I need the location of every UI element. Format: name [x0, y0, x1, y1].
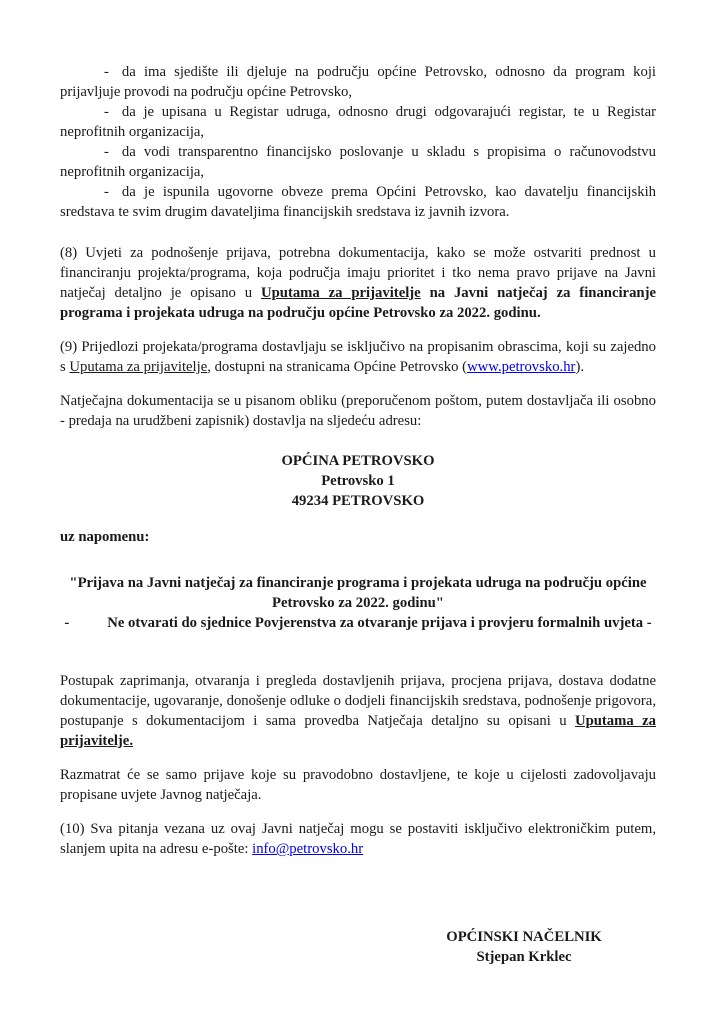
paragraph-10-lead: (10) Sva pitanja vezana uz ovaj Javni natječaj mogu se postaviti isključivo elektroničkim putem, slanjem upita na adresu e-pošte: [60, 821, 656, 857]
condition-item [60, 142, 656, 182]
paragraph-10 [60, 819, 656, 859]
condition-item-text: da vodi transparentno financijsko poslovanje u skladu s propisima o računovodstvu neprofitnih organizacija, [60, 144, 656, 180]
website-link[interactable]: www.petrovsko.hr [467, 359, 576, 375]
address-postal: 49234 PETROVSKO [291, 493, 425, 509]
paragraph-8-tail-bold: na Javni natječaj za financiranje programa i projekata udruga na području općine Petrovsko za 2022. godinu. [60, 285, 657, 321]
paragraph-procedure [60, 671, 656, 751]
document-page [60, 62, 656, 967]
condition-item [60, 182, 656, 222]
signature-name: Stjepan Krklec [476, 949, 572, 965]
list-dash: - [104, 184, 109, 200]
condition-item [60, 62, 656, 102]
list-dash: - [104, 144, 109, 160]
signature-block [418, 927, 630, 967]
warning-text: Ne otvarati do sjednice Povjerenstva za otvaranje prijava i provjeru formalnih uvjeta - [107, 615, 652, 631]
paragraph-9-tail: ). [575, 359, 585, 375]
address-municipality: OPĆINA PETROVSKO [281, 453, 435, 469]
condition-item-text: da je upisana u Registar udruga, odnosno drugi odgovarajući registar, te u Registar neprofitnih organizacija, [60, 104, 656, 140]
note-label: uz napomenu: [60, 529, 150, 545]
guidelines-reference-bold-2: Uputama za prijavitelje. [60, 713, 656, 749]
conditions-list [60, 62, 656, 222]
condition-item-text: da je ispunila ugovorne obveze prema Općini Petrovsko, kao davatelju financijskih sredstava te svim drugim davateljima financijskih sredstava iz javnih izvora. [60, 184, 656, 220]
address-street: Petrovsko 1 [321, 473, 395, 489]
paragraph-review: Razmatrat će se samo prijave koje su pravodobno dostavljene, te koje u cijelosti zadovoljavaju propisane uvjete Javnog natječaja. [60, 767, 656, 803]
paragraph-procedure-lead: Postupak zaprimanja, otvaranja i pregleda dostavljenih prijava, procjena prijava, dostava dodatne dokumentacije, ugovaranje, donošenje odluke o dodjeli financijskih sredstava, podnošenje prigovora, postupanje s dokumentacijom i sama provedba Natječaja detaljno su opisani u [60, 673, 656, 729]
list-dash: - [104, 104, 109, 120]
signature-title: OPĆINSKI NAČELNIK [446, 929, 602, 945]
email-link[interactable]: info@petrovsko.hr [252, 841, 364, 857]
paragraph-documentation: Natječajna dokumentacija se u pisanom obliku (preporučenom poštom, putem dostavljača ili osobno - predaja na urudžbeni zapisnik) dostavlja na sljedeću adresu: [60, 393, 656, 429]
warning-dash: - [64, 615, 70, 631]
paragraph-8 [60, 243, 656, 323]
condition-item-text: da ima sjedište ili djeluje na području općine Petrovsko, odnosno da program koji prijavljuje provodi na području općine Petrovsko, [60, 64, 656, 100]
condition-item [60, 102, 656, 142]
address-block [60, 451, 656, 511]
envelope-quote: "Prijava na Javni natječaj za financiranje programa i projekata udruga na području općine Petrovsko za 2022. godinu" [69, 575, 647, 611]
paragraph-8-lead: (8) Uvjeti za podnošenje prijava, potrebna dokumentacija, kako se može ostvariti prednost u financiranju projekta/programa, koja područja imaju prioritet i tko nema pravo prijave na Javni natječaj detaljno je opisano u [60, 245, 656, 301]
guidelines-reference: Uputama za prijavitelje [69, 359, 208, 375]
do-not-open-warning [60, 613, 656, 633]
list-dash: - [104, 64, 109, 80]
guidelines-reference-bold: Uputama za prijavitelje [261, 285, 421, 301]
paragraph-9-lead: (9) Prijedlozi projekata/programa dostavljaju se isključivo na propisanim obrascima, koji su zajedno s [60, 339, 656, 375]
paragraph-9 [60, 337, 656, 377]
paragraph-9-mid: , dostupni na stranicama Općine Petrovsko ( [207, 359, 468, 375]
